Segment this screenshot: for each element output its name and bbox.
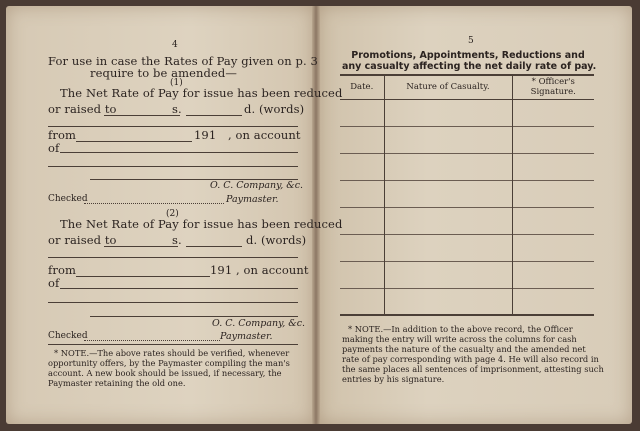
- section1-account-line2: [48, 166, 298, 167]
- left-note-line4: Paymaster retaining the old one.: [48, 378, 186, 388]
- right-note-line6: entries by his signature.: [342, 374, 445, 384]
- section2-raised-to: or raised to: [48, 233, 117, 247]
- date-cell: [340, 180, 384, 207]
- right-note-line5: the same places all sentences of imprisonment, attesting such: [342, 364, 604, 374]
- section2-shillings: s.: [172, 233, 182, 247]
- section2-words-line: [48, 257, 298, 258]
- date-cell: [340, 261, 384, 288]
- column-date: Date.: [340, 75, 384, 99]
- casualty-table: [340, 75, 594, 316]
- date-cell: [340, 153, 384, 180]
- right-note-line1: * NOTE.—In addition to the above record, the Officer: [348, 324, 573, 334]
- section1-from: from: [48, 128, 76, 142]
- nature-cell: [384, 126, 512, 153]
- section2-year: 191: [210, 263, 233, 277]
- date-cell: [340, 288, 384, 315]
- table-row: [340, 261, 594, 288]
- right-note-line3: payments the nature of the casualty and the amended net: [342, 344, 586, 354]
- section1-checked: Checked: [48, 194, 88, 204]
- left-note-line2: opportunity offers, by the Paymaster compiling the man's: [48, 358, 290, 368]
- table-row: [340, 234, 594, 261]
- signature-cell: [512, 207, 594, 234]
- left-note-divider: [48, 344, 298, 345]
- section2-pence-line: [186, 246, 242, 247]
- section1-shillings-line: [104, 115, 180, 116]
- signature-cell: [512, 288, 594, 315]
- signature-cell: [512, 180, 594, 207]
- section1-raised-to: or raised to: [48, 102, 117, 116]
- left-title-line2: require to be amended—: [90, 66, 237, 80]
- section1-marker: (1): [170, 78, 183, 88]
- table-row: [340, 288, 594, 315]
- date-cell: [340, 126, 384, 153]
- section1-year: 191: [194, 128, 217, 142]
- signature-cell: [512, 153, 594, 180]
- section1-of: of: [48, 141, 60, 155]
- table-row: [340, 207, 594, 234]
- column-signature: [512, 75, 594, 99]
- section2-account-line2: [48, 302, 298, 303]
- section1-words-line: [48, 126, 298, 127]
- section2-from-line: [76, 276, 210, 277]
- nature-cell: [384, 180, 512, 207]
- section1-on-account: , on account: [228, 128, 301, 142]
- signature-cell: [512, 261, 594, 288]
- section2-signature-line: [90, 316, 298, 317]
- section2-from: from: [48, 263, 76, 277]
- nature-cell: [384, 261, 512, 288]
- table-row: [340, 180, 594, 207]
- nature-cell: [384, 288, 512, 315]
- table-row: [340, 99, 594, 126]
- left-title-line1: For use in case the Rates of Pay given on p. 3: [48, 54, 318, 68]
- signature-cell: [512, 126, 594, 153]
- section2-line1: The Net Rate of Pay for issue has been reduced: [60, 217, 343, 231]
- section2-checked-line: [84, 340, 220, 341]
- column-signature-line2: Signature.: [530, 86, 576, 97]
- right-note-line2: making the entry will write across the columns for cash: [342, 334, 577, 344]
- section2-company: O. C. Company, &c.: [212, 318, 306, 329]
- section2-on-account: , on account: [236, 263, 309, 277]
- left-note-line1: * NOTE.—The above rates should be verified, whenever: [54, 348, 290, 358]
- nature-cell: [384, 207, 512, 234]
- right-note-line4: rate of pay corresponding with page 4. He will also record in: [342, 354, 599, 364]
- left-page-number: 4: [172, 40, 178, 50]
- section2-marker: (2): [166, 209, 179, 219]
- casualty-table-header: [340, 75, 594, 99]
- right-heading-line2: any casualty affecting the net daily rate of pay.: [342, 61, 597, 72]
- column-nature: Nature of Casualty.: [384, 75, 512, 99]
- column-signature-line1: * Officer's: [531, 76, 575, 87]
- section1-company: O. C. Company, &c.: [210, 180, 304, 191]
- table-row: [340, 126, 594, 153]
- book-gutter: [312, 6, 320, 424]
- section1-pence-words: d. (words): [244, 102, 305, 116]
- nature-cell: [384, 99, 512, 126]
- section1-line1: The Net Rate of Pay for issue has been reduced: [60, 86, 343, 100]
- section2-checked: Checked: [48, 331, 88, 341]
- date-cell: [340, 99, 384, 126]
- nature-cell: [384, 153, 512, 180]
- date-cell: [340, 207, 384, 234]
- section1-of-line: [60, 152, 298, 153]
- section1-paymaster: Paymaster.: [226, 194, 279, 205]
- section1-checked-line: [84, 203, 224, 204]
- date-cell: [340, 234, 384, 261]
- right-heading-line1: Promotions, Appointments, Reductions and: [351, 50, 585, 61]
- section2-shillings-line: [104, 246, 178, 247]
- table-row: [340, 153, 594, 180]
- section2-of: of: [48, 276, 60, 290]
- section1-pence-line: [186, 115, 242, 116]
- section2-pence-words: d. (words): [246, 233, 307, 247]
- signature-cell: [512, 234, 594, 261]
- right-page-number: 5: [468, 36, 474, 46]
- left-note-line3: account. A new book should be issued, if necessary, the: [48, 368, 282, 378]
- section2-paymaster: Paymaster.: [220, 331, 273, 342]
- nature-cell: [384, 234, 512, 261]
- section1-shillings: s.: [172, 102, 182, 116]
- section2-of-line: [60, 288, 298, 289]
- section1-from-line: [76, 141, 192, 142]
- signature-cell: [512, 99, 594, 126]
